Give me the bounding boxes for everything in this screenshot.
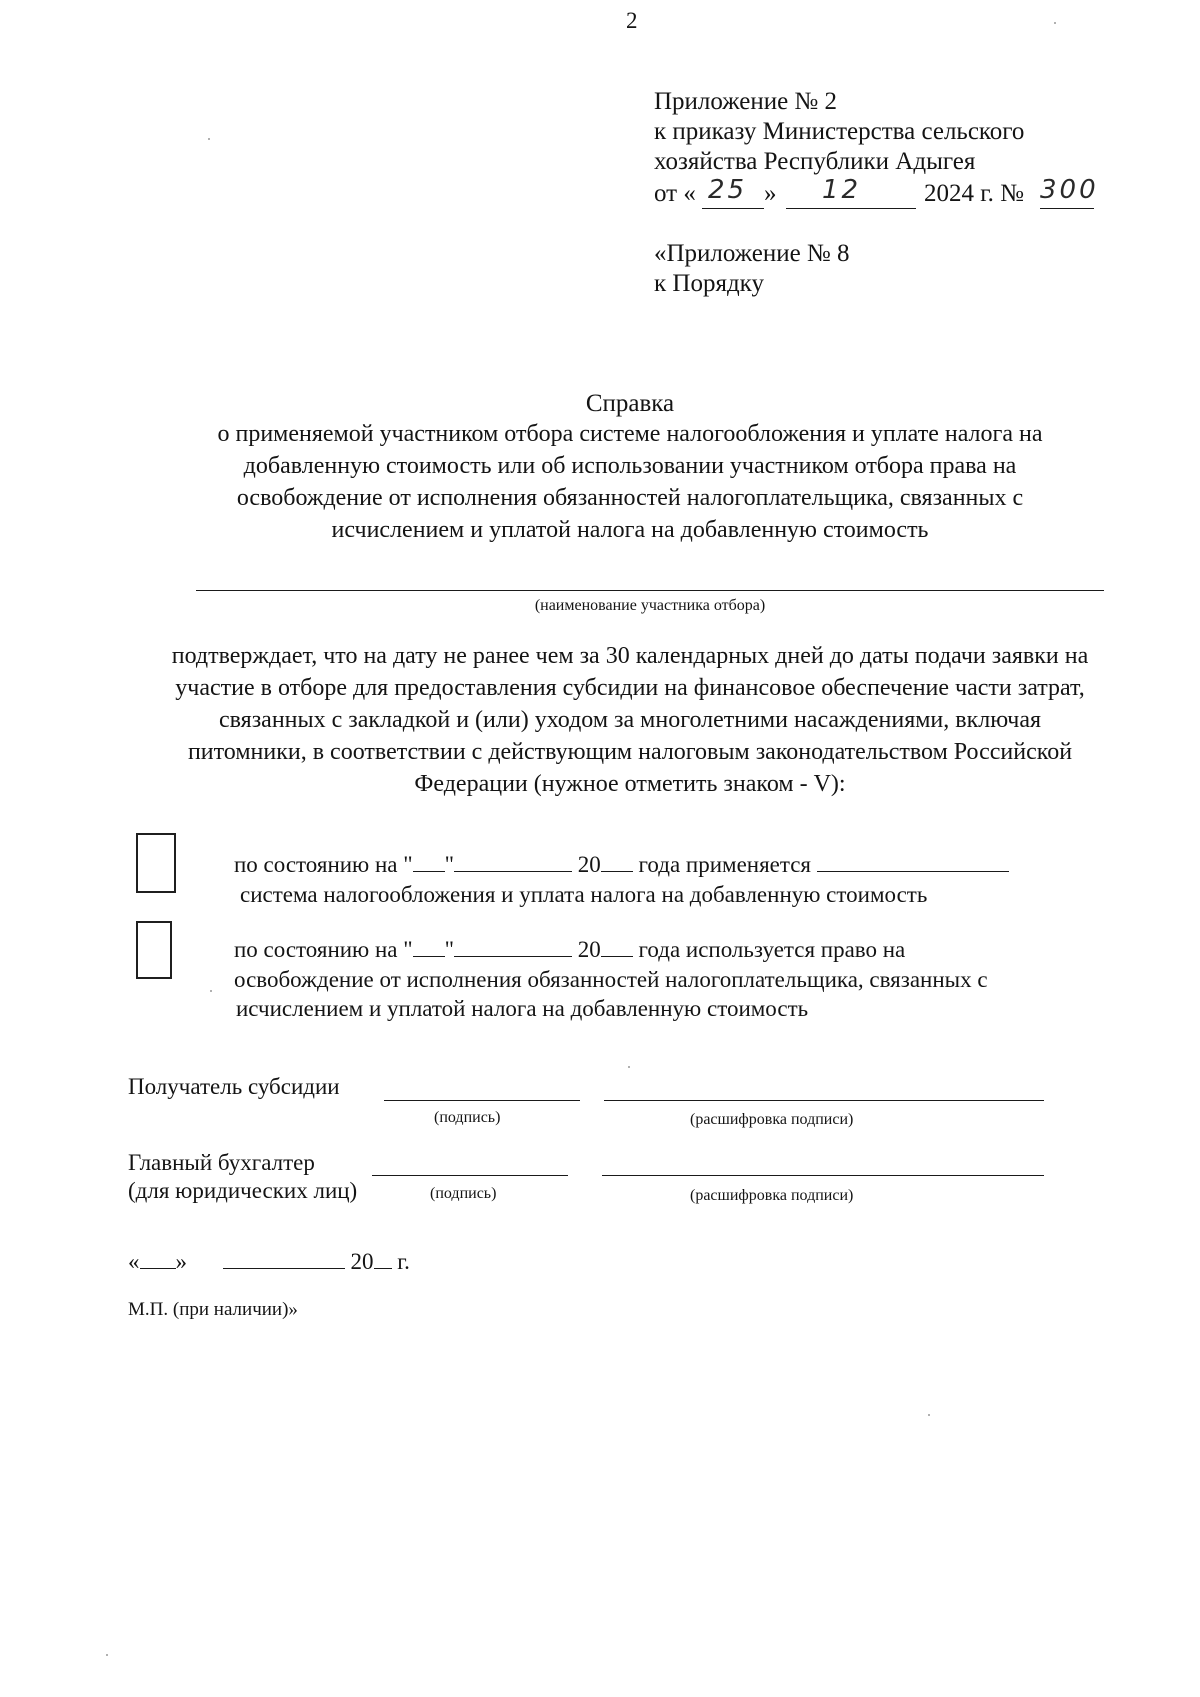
option1-quote: " [444, 852, 455, 877]
date-footer-close: » [175, 1249, 187, 1274]
recipient-signature-caption: (подпись) [434, 1109, 501, 1126]
body-line4: питомники, в соответствии с действующим налоговым законодательством Российской [187, 739, 1073, 765]
body-line3: связанных с закладкой и (или) уходом за многолетними насаждениями, включая [218, 707, 1042, 733]
number-underline [1040, 208, 1094, 209]
participant-name-line[interactable] [196, 590, 1104, 591]
option2-quote: " [444, 937, 455, 962]
month-underline [786, 208, 916, 209]
option2-day-blank[interactable] [413, 936, 445, 957]
option1-day-blank[interactable] [413, 851, 445, 872]
option2-year-blank[interactable] [601, 936, 633, 957]
option2-line2: освобождение от исполнения обязанностей налогоплательщика, связанных с [234, 967, 988, 992]
title-line2: добавленную стоимость или об использовании участником отбора права на [243, 453, 1017, 479]
option1-line2: система налогообложения и уплата налога на добавленную стоимость [240, 882, 928, 907]
date-footer [128, 1247, 410, 1277]
title-line4: исчислением и уплатой налога на добавленную стоимость [331, 517, 929, 543]
recipient-label: Получатель субсидии [128, 1074, 340, 1099]
scan-speck [106, 1654, 108, 1656]
accountant-decoding-line[interactable] [602, 1175, 1044, 1176]
date-footer-year: 20 [350, 1249, 374, 1274]
accountant-decoding-caption: (расшифровка подписи) [690, 1187, 854, 1204]
appendix-header-line2: к приказу Министерства сельского [654, 118, 1025, 145]
handwritten-day: 25 [708, 175, 748, 205]
scan-speck [928, 1414, 930, 1416]
appendix-header-line1: Приложение № 2 [654, 88, 838, 115]
appendix-order-line2: к Порядку [654, 270, 764, 297]
date-footer-g: г. [397, 1249, 410, 1274]
option2-checkbox[interactable] [136, 921, 172, 979]
body-line2: участие в отборе для предоставления субсидии на финансовое обеспечение части затрат, [175, 675, 1085, 701]
accountant-signature-caption: (подпись) [430, 1185, 497, 1202]
date-footer-open: « [128, 1249, 140, 1274]
option2-line1 [234, 935, 905, 965]
recipient-decoding-line[interactable] [604, 1100, 1044, 1101]
date-prefix: от « [654, 180, 696, 207]
day-underline [702, 208, 764, 209]
date-footer-month-blank[interactable] [223, 1248, 345, 1269]
scan-speck [208, 138, 210, 140]
year-number-label: 2024 г. № [924, 180, 1025, 207]
accountant-signature-line[interactable] [372, 1175, 568, 1176]
option1-system-blank[interactable] [817, 851, 1009, 872]
option2-twenty: 20 [577, 937, 601, 962]
document-title: Справка [585, 390, 675, 417]
date-footer-day-blank[interactable] [140, 1248, 176, 1269]
option1-line1 [234, 850, 1009, 880]
body-line5: Федерации (нужное отметить знаком - V): [414, 771, 846, 797]
handwritten-month: 12 [822, 175, 862, 205]
participant-caption: (наименование участника отбора) [534, 597, 766, 614]
scan-speck [210, 990, 212, 992]
date-quote-close: » [764, 180, 777, 207]
option1-twenty: 20 [577, 852, 601, 877]
accountant-label-line2: (для юридических лиц) [128, 1178, 358, 1203]
page-number: 2 [626, 8, 638, 33]
option1-year-blank[interactable] [601, 851, 633, 872]
option1-prefix: по состоянию на " [234, 852, 413, 877]
option1-month-blank[interactable] [454, 851, 572, 872]
body-line1: подтверждает, что на дату не ранее чем за 30 календарных дней до даты подачи заявки на [171, 643, 1089, 669]
option1-checkbox[interactable] [136, 833, 176, 893]
appendix-header-line3: хозяйства Республики Адыгея [654, 148, 976, 175]
handwritten-number: 300 [1040, 175, 1099, 205]
option2-month-blank[interactable] [454, 936, 572, 957]
option2-prefix: по состоянию на " [234, 937, 413, 962]
stamp-note: М.П. (при наличии)» [128, 1299, 298, 1320]
option2-line3: исчислением и уплатой налога на добавленную стоимость [236, 996, 809, 1021]
date-footer-year-blank[interactable] [374, 1248, 392, 1269]
recipient-decoding-caption: (расшифровка подписи) [690, 1111, 854, 1128]
scan-speck [1054, 22, 1056, 24]
recipient-signature-line[interactable] [384, 1100, 580, 1101]
option1-suffix: года применяется [638, 852, 812, 877]
appendix-order-line1: «Приложение № 8 [654, 240, 850, 267]
title-line3: освобождение от исполнения обязанностей налогоплательщика, связанных с [236, 485, 1024, 511]
title-line1: о применяемой участником отбора системе налогообложения и уплате налога на [217, 421, 1043, 447]
accountant-label-line1: Главный бухгалтер [128, 1150, 315, 1175]
option2-suffix: года используется право на [638, 937, 906, 962]
scan-speck [628, 1066, 630, 1068]
